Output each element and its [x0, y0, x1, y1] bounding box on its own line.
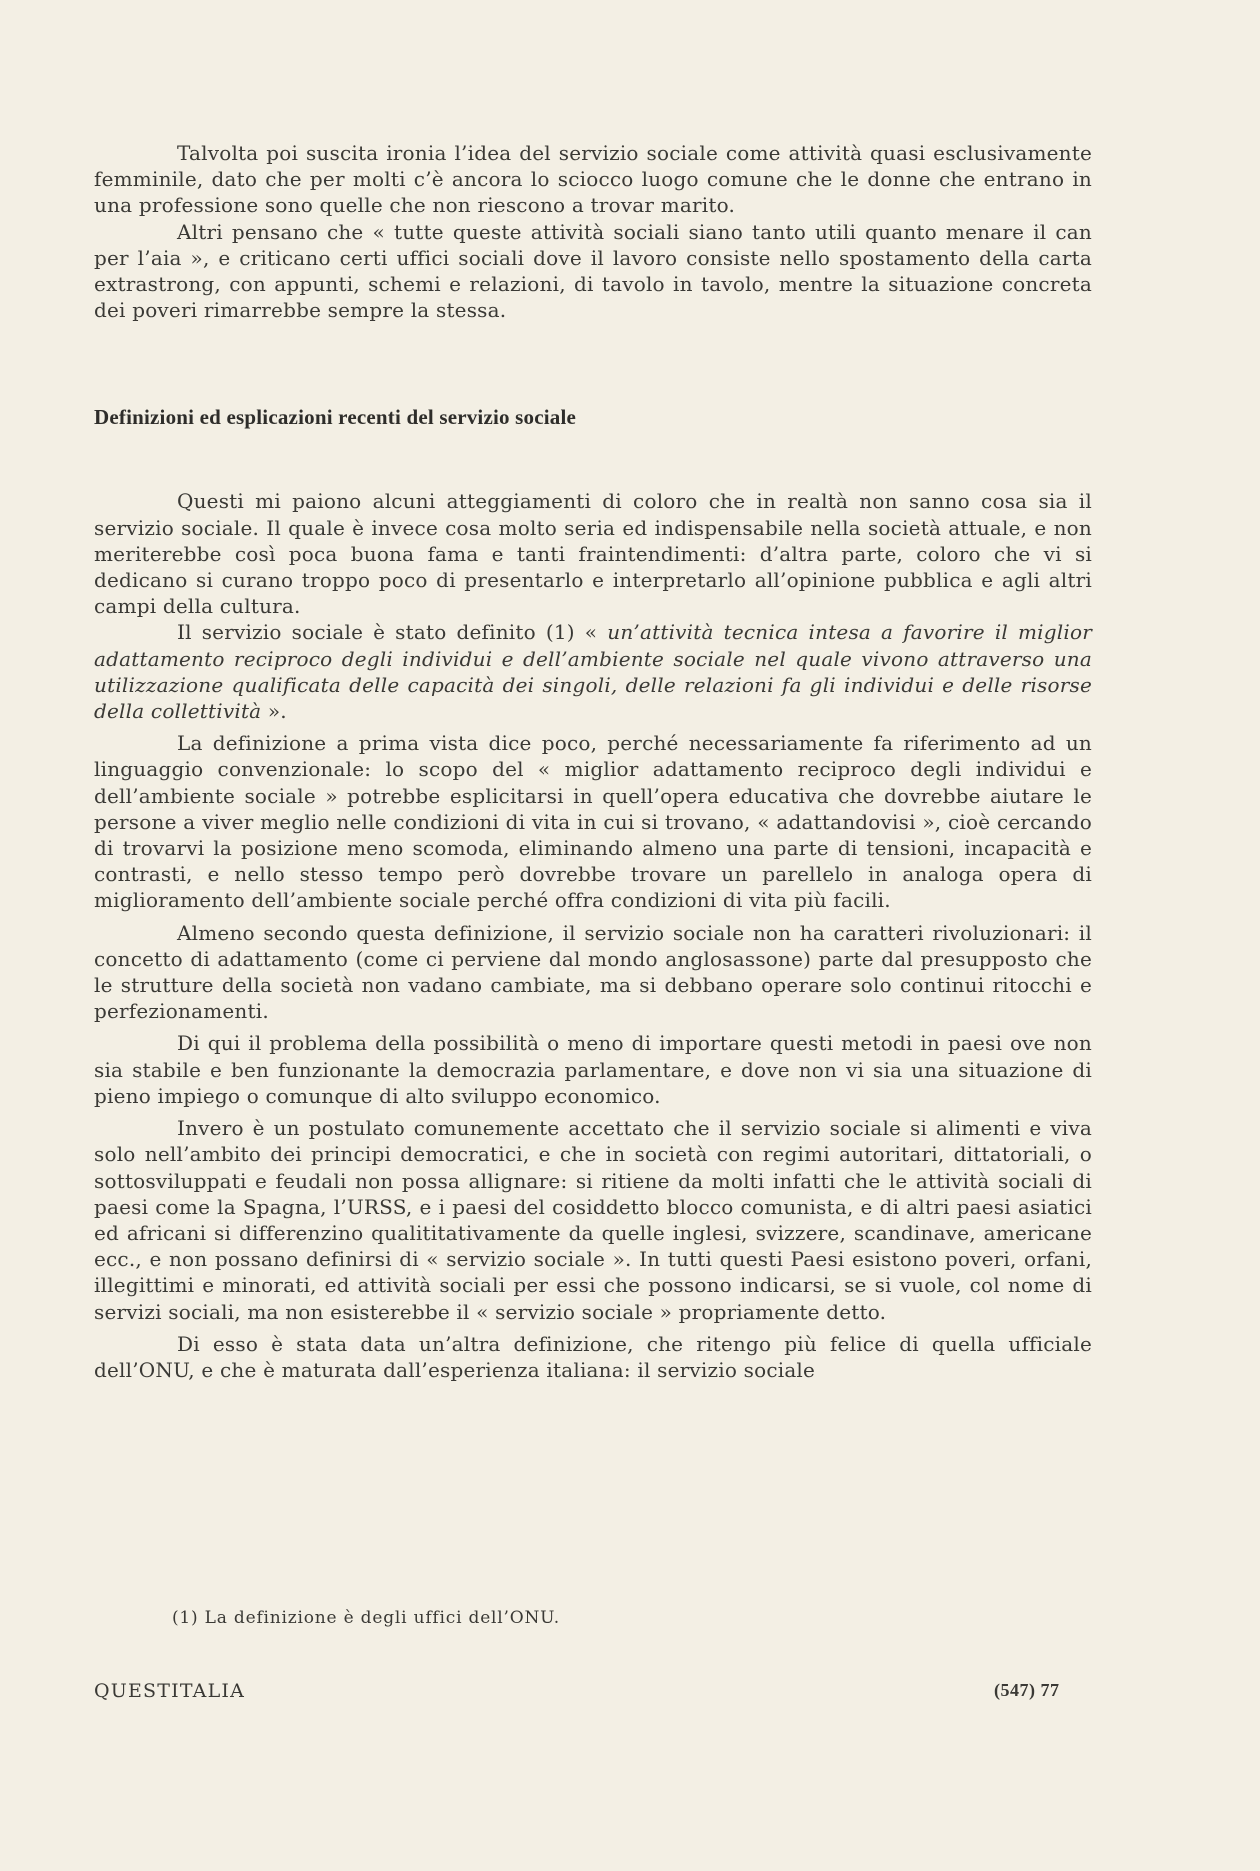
definition-intro: Il servizio sociale è stato definito (1) «	[177, 620, 608, 645]
paragraph-8: Invero è un postulato comunemente accettato che il servizio sociale si alimenti e viva solo nell’ambito dei principi democratici, e che in società con regimi autoritari, dittatoriali, o sottosviluppati e feudali non possa allignare: si ritiene da molti infatti che le attività sociali di paesi come la Spagna, l’URSS, e i paesi del cosiddetto blocco comunista, e di altri paesi asiatici ed africani si differenzino qualititativamente da quelle inglesi, svizzere, scandinave, americane ecc., e non possano definirsi di « servizio sociale ». In tutti questi Paesi esistono poveri, orfani, illegittimi e minorati, ed attività sociali per essi che possono indicarsi, se si vuole, col nome di servizi sociali, ma non esisterebbe il « servizio sociale » propriamente detto.	[94, 1116, 1092, 1324]
paragraph-4-definition	[94, 619, 1092, 724]
journal-name: QUESTITALIA	[94, 1680, 246, 1702]
paragraph-5: La definizione a prima vista dice poco, perché necessariamente fa riferimento ad un linguaggio convenzionale: lo scopo del « miglior adattamento reciproco degli individui e dell’ambiente sociale » potrebbe esplicitarsi in quell’opera educativa che dovrebbe aiutare le persone a viver meglio nelle condizioni di vita in cui si trovano, « adattandovisi », cioè cercando di trovarvi la posizione meno scomoda, eliminando almeno una parte di tensioni, incapacità e contrasti, e nello stesso tempo però dovrebbe trovare un parellelo in analoga opera di miglioramento dell’ambiente sociale perché offra condizioni di vita più facili.	[94, 731, 1092, 913]
page-number: (547) 77	[994, 1680, 1060, 1700]
paragraph-9: Di esso è stata data un’altra definizione, che ritengo più felice di quella ufficiale dell’ONU, e che è maturata dall’esperienza italiana: il servizio sociale	[94, 1331, 1092, 1382]
paragraph-2: Altri pensano che « tutte queste attività sociali siano tanto utili quanto menare il can per l’aia », e criticano certi uffici sociali dove il lavoro consiste nello spostamento della carta extrastrong, con appunti, schemi e relazioni, di tavolo in tavolo, mentre la situazione concreta dei poveri rimarrebbe sempre la stessa.	[94, 219, 1092, 323]
page-body	[94, 140, 1092, 1383]
definition-close: ».	[261, 699, 287, 724]
paragraph-3: Questi mi paiono alcuni atteggiamenti di coloro che in realtà non sanno cosa sia il servizio sociale. Il quale è invece cosa molto seria ed indispensabile nella società attuale, e non meriterebbe così poca buona fama e tanti fraintendimenti: d’altra parte, coloro che vi si dedicano si curano troppo poco di presentarlo e interpretarlo all’opinione pubblica e agli altri campi della cultura.	[94, 489, 1092, 619]
definition-quote: un’attività tecnica intesa a favorire il miglior adattamento reciproco degli individui e dell’ambiente sociale nel quale vivono attraverso una utilizzazione qualificata delle capacità dei singoli, delle relazioni fa gli individui e delle risorse della collettività	[94, 620, 1092, 724]
paragraph-1: Talvolta poi suscita ironia l’idea del servizio sociale come attività quasi esclusivamente femminile, dato che per molti c’è ancora lo sciocco luogo comune che le donne che entrano in una professione sono quelle che non riescono a trovar marito.	[94, 141, 1092, 218]
footnote: (1) La definizione è degli uffici dell’ONU.	[172, 1608, 560, 1628]
paragraph-6: Almeno secondo questa definizione, il servizio sociale non ha caratteri rivoluzionari: il concetto di adattamento (come ci perviene dal mondo anglosassone) parte dal presupposto che le strutture della società non vadano cambiate, ma si debbano operare solo continui ritocchi e perfezionamenti.	[94, 920, 1092, 1024]
section-heading: Definizioni ed esplicazioni recenti del servizio sociale	[94, 405, 577, 430]
paragraph-7: Di qui il problema della possibilità o meno di importare questi metodi in paesi ove non sia stabile e ben funzionante la democrazia parlamentare, e dove non vi sia una situazione di pieno impiego o comunque di alto sviluppo economico.	[94, 1031, 1092, 1108]
